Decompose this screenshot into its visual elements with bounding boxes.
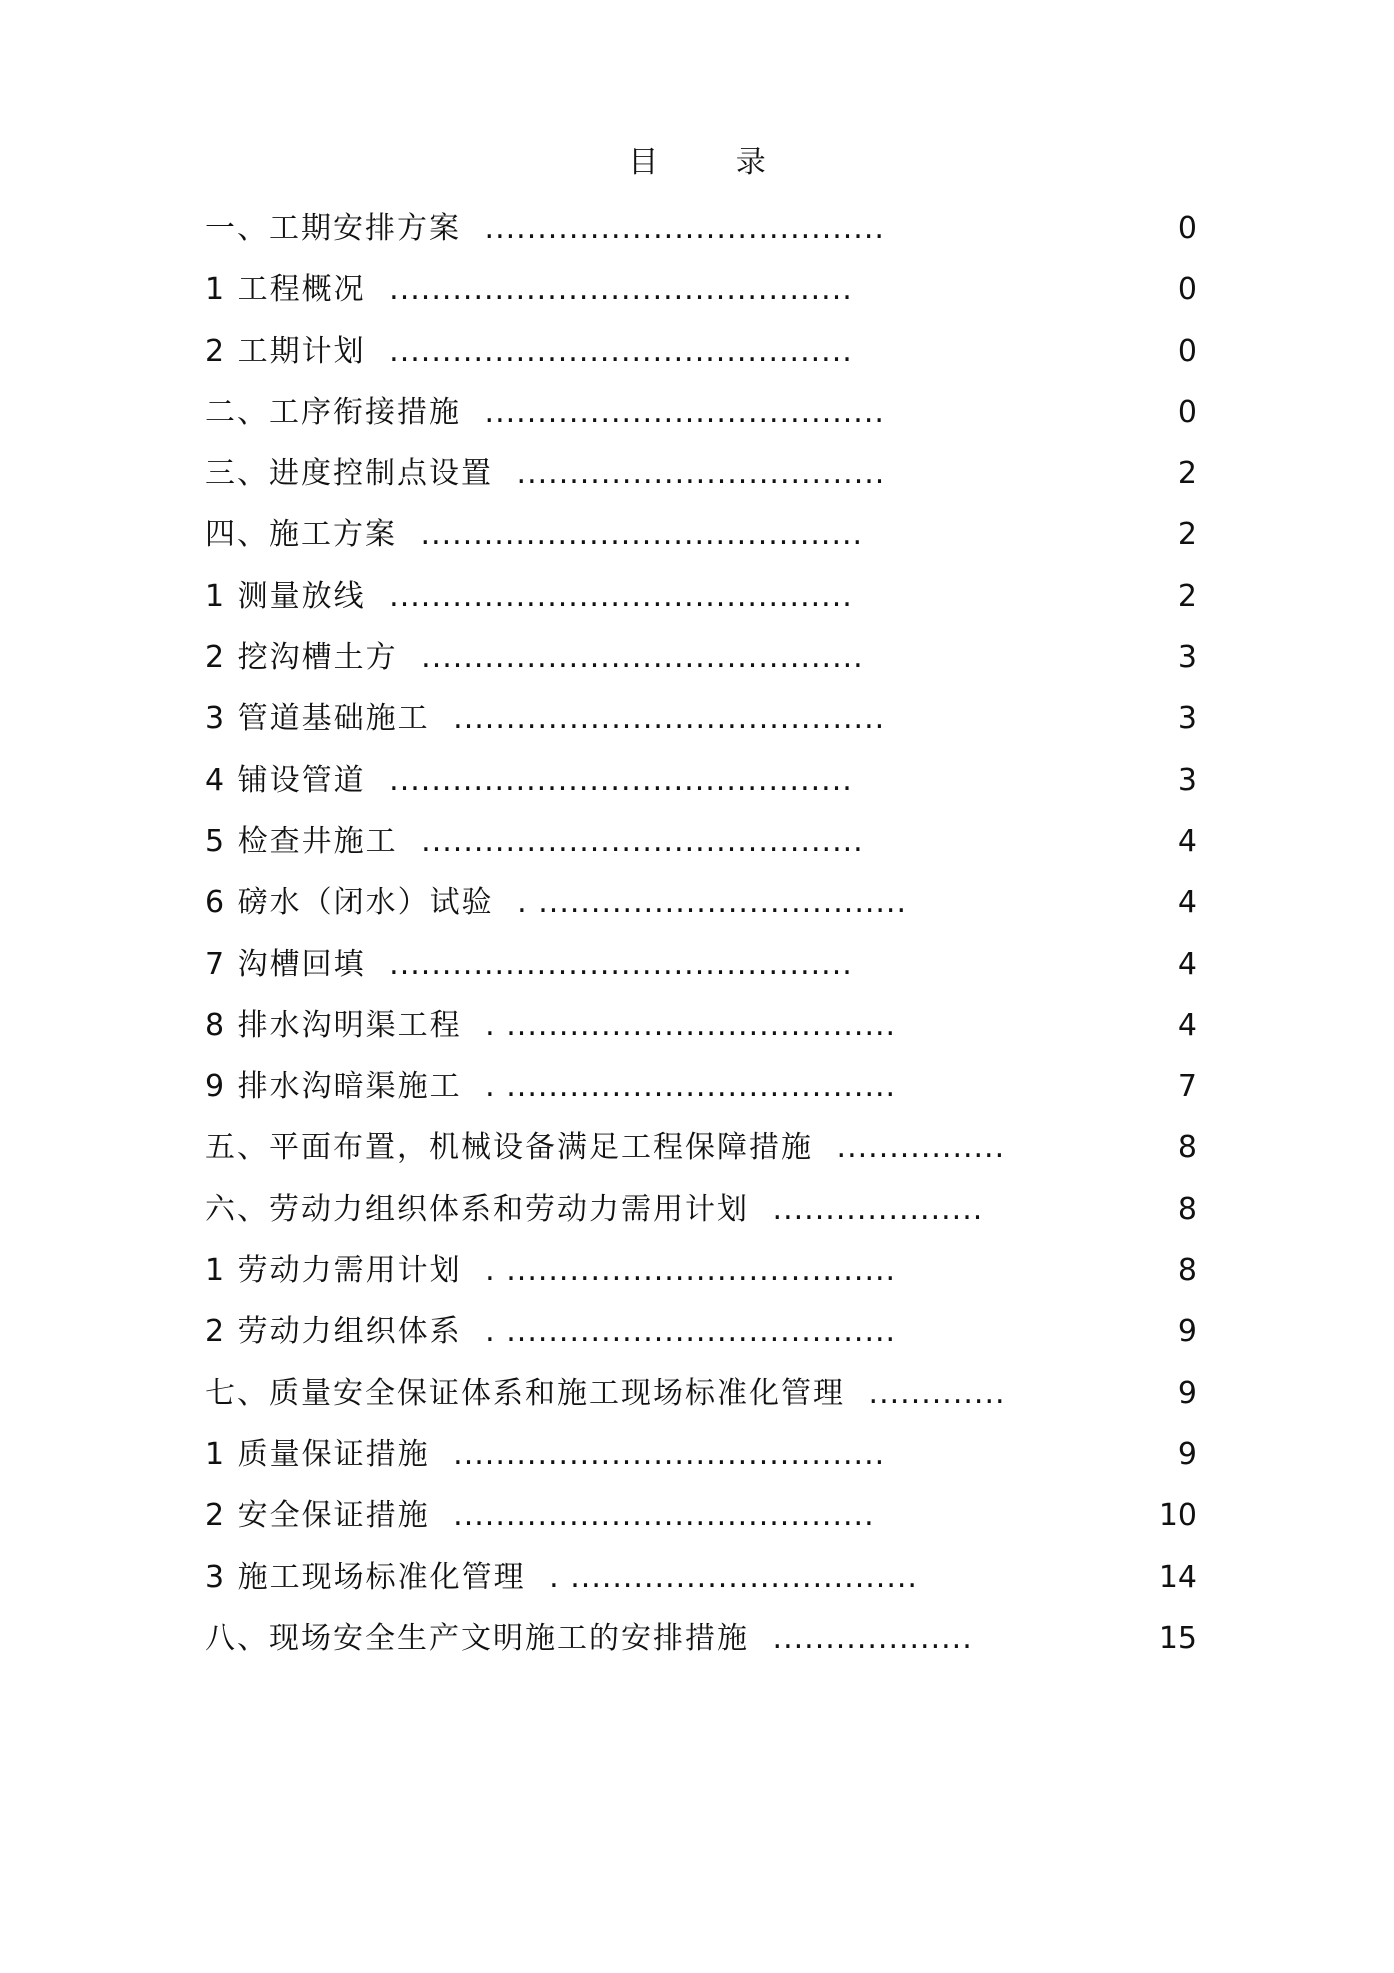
- toc-entry-leader: . .....................................: [485, 1314, 897, 1350]
- toc-entry[interactable]: [205, 1310, 1197, 1371]
- toc-entry-leader: . ...................................: [517, 885, 908, 921]
- toc-entry-leader: ...................................: [516, 456, 886, 492]
- toc-entry-page: 3: [1177, 701, 1197, 737]
- toc-entry-leader: . .................................: [549, 1559, 918, 1595]
- toc-entry-label: 1 质量保证措施: [205, 1436, 430, 1472]
- toc-entry-label: 2 安全保证措施: [205, 1498, 430, 1534]
- toc-entry-label: 八、现场安全生产文明施工的安排措施: [205, 1620, 749, 1656]
- toc-entry-leader: ........................................: [453, 1498, 875, 1534]
- toc-entry-label: 2 挖沟槽土方: [205, 640, 398, 676]
- toc-entry-page: 0: [1177, 211, 1197, 246]
- toc-entry-page: 8: [1177, 1191, 1197, 1227]
- toc-entry-label: 5 检查井施工: [205, 823, 398, 859]
- toc-entry-leader: ............................................: [389, 578, 853, 614]
- toc-entry-leader: ..........................................: [421, 823, 864, 859]
- toc-entry-leader: ............................................: [389, 272, 853, 308]
- toc-entry[interactable]: [205, 1249, 1197, 1310]
- toc-entry[interactable]: [205, 391, 1197, 452]
- toc-entry-page: 0: [1177, 394, 1197, 430]
- toc-entry-page: 14: [1158, 1559, 1197, 1595]
- toc-entry-label: 七、质量安全保证体系和施工现场标准化管理: [205, 1375, 845, 1411]
- toc-entry-label: 五、平面布置，机械设备满足工程保障措施: [205, 1130, 813, 1166]
- toc-entry-leader: . .....................................: [485, 1069, 897, 1105]
- toc-entry-label: 二、工序衔接措施: [205, 394, 461, 430]
- toc-entry-page: 3: [1177, 640, 1197, 676]
- toc-entry-leader: ...................: [772, 1620, 973, 1656]
- toc-entry[interactable]: [205, 1617, 1197, 1678]
- toc-entry-page: 9: [1177, 1375, 1197, 1411]
- toc-entry[interactable]: [205, 268, 1197, 329]
- toc-entry-label: 1 测量放线: [205, 578, 366, 614]
- toc-entry-label: 3 管道基础施工: [205, 701, 430, 737]
- toc-entry-label: 6 磅水（闭水）试验: [205, 885, 494, 921]
- toc-entry-label: 三、进度控制点设置: [205, 456, 493, 492]
- toc-entry-label: 1 工程概况: [205, 272, 366, 308]
- toc-entry-leader: ..........................................: [421, 640, 864, 676]
- toc-entry-label: 3 施工现场标准化管理: [205, 1559, 526, 1595]
- toc-entry-page: 10: [1158, 1498, 1197, 1534]
- toc-entry-page: 0: [1177, 333, 1197, 369]
- toc-entry-leader: ......................................: [484, 394, 885, 430]
- toc-entry-leader: .........................................: [453, 1436, 886, 1472]
- toc-entry-page: 2: [1177, 578, 1197, 614]
- toc-entry-page: 4: [1177, 885, 1197, 921]
- toc-entry[interactable]: [205, 1188, 1197, 1249]
- toc-entry-label: 7 沟槽回填: [205, 946, 366, 982]
- toc-entry-page: 8: [1177, 1130, 1197, 1166]
- toc-entry[interactable]: [205, 697, 1197, 758]
- toc-entry-page: 2: [1177, 456, 1197, 492]
- toc-entry[interactable]: [205, 759, 1197, 820]
- toc-entry[interactable]: [205, 881, 1197, 942]
- toc-entry-label: 四、施工方案: [205, 517, 397, 553]
- toc-entry-leader: ......................................: [484, 211, 885, 246]
- toc-entry-leader: . .....................................: [485, 1253, 897, 1289]
- toc-entry-label: 六、劳动力组织体系和劳动力需用计划: [205, 1191, 749, 1227]
- toc-entry-label: 2 工期计划: [205, 333, 366, 369]
- toc-entry-label: 8 排水沟明渠工程: [205, 1007, 462, 1043]
- toc-entry[interactable]: [205, 330, 1197, 391]
- toc-entry-label: 一、工期安排方案: [205, 211, 461, 246]
- toc-entry[interactable]: [205, 1494, 1197, 1555]
- toc-entry[interactable]: [205, 1126, 1197, 1187]
- toc-entry-page: 7: [1177, 1069, 1197, 1105]
- toc-entry-leader: ................: [836, 1130, 1006, 1166]
- toc-entry-leader: .............: [868, 1375, 1006, 1411]
- toc-entry-label: 9 排水沟暗渠施工: [205, 1069, 462, 1105]
- toc-entry-page: 3: [1177, 762, 1197, 798]
- toc-list: [205, 207, 1197, 1678]
- toc-entry[interactable]: [205, 943, 1197, 1004]
- toc-entry-leader: . .....................................: [485, 1007, 897, 1043]
- toc-entry-label: 4 铺设管道: [205, 762, 366, 798]
- toc-entry-page: 9: [1177, 1314, 1197, 1350]
- toc-entry-page: 9: [1177, 1436, 1197, 1472]
- toc-entry[interactable]: [205, 1065, 1197, 1126]
- toc-entry[interactable]: [205, 513, 1197, 574]
- toc-entry-page: 4: [1177, 946, 1197, 982]
- toc-entry-leader: .........................................: [453, 701, 886, 737]
- toc-title: 目 录: [628, 145, 800, 180]
- toc-entry-leader: ....................: [772, 1191, 984, 1227]
- toc-entry-leader: ............................................: [389, 762, 853, 798]
- toc-entry[interactable]: [205, 452, 1197, 513]
- toc-entry-page: 2: [1177, 517, 1197, 553]
- toc-entry-leader: ..........................................: [420, 517, 864, 553]
- toc-entry-page: 4: [1177, 1007, 1197, 1043]
- toc-entry[interactable]: [205, 1433, 1197, 1494]
- toc-entry-label: 2 劳动力组织体系: [205, 1314, 462, 1350]
- toc-entry[interactable]: [205, 1004, 1197, 1065]
- toc-entry-page: 8: [1177, 1253, 1197, 1289]
- toc-entry[interactable]: [205, 636, 1197, 697]
- toc-entry-label: 1 劳动力需用计划: [205, 1253, 462, 1289]
- toc-entry[interactable]: [205, 575, 1197, 636]
- toc-entry[interactable]: [205, 820, 1197, 881]
- toc-entry-page: 0: [1177, 272, 1197, 308]
- toc-entry-leader: ............................................: [389, 946, 853, 982]
- toc-entry-page: 15: [1158, 1620, 1197, 1656]
- toc-entry-leader: ............................................: [389, 333, 853, 369]
- toc-entry-page: 4: [1177, 823, 1197, 859]
- toc-entry[interactable]: [205, 207, 1197, 268]
- toc-entry[interactable]: [205, 1372, 1197, 1433]
- toc-entry[interactable]: [205, 1556, 1197, 1617]
